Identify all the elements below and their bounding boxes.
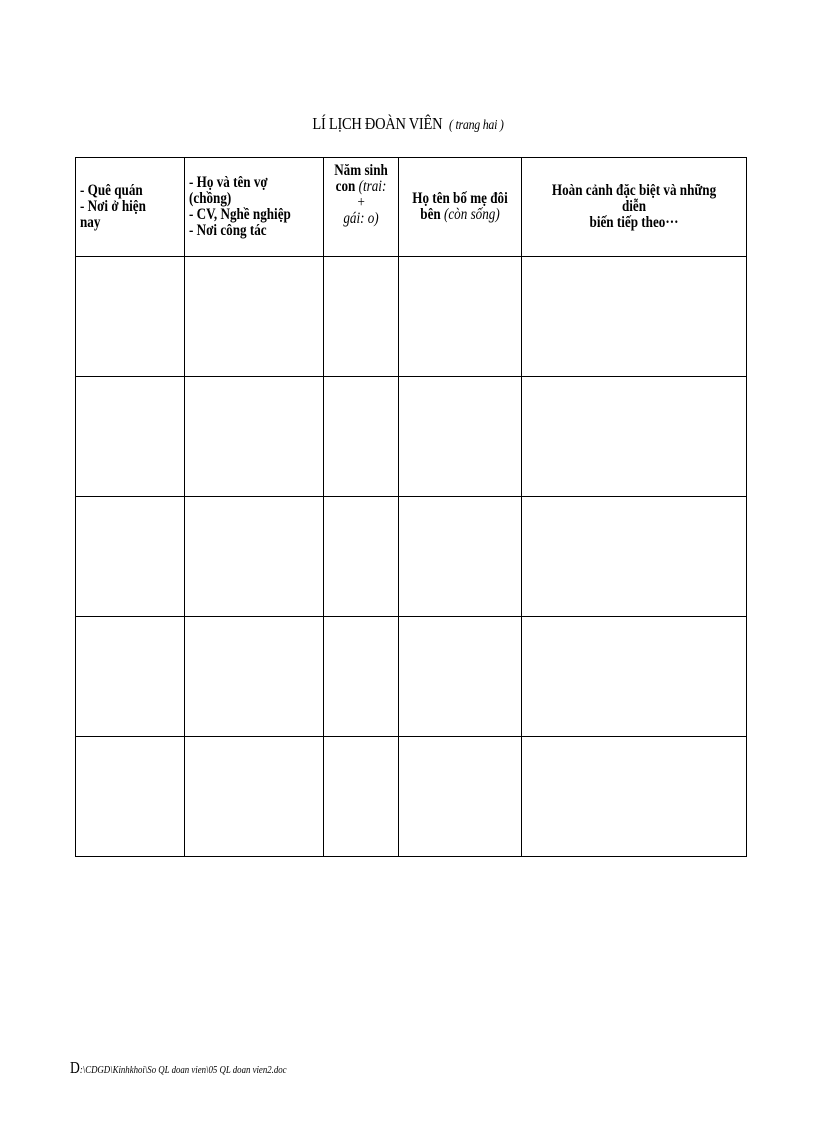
header-spouse-name: - Họ và tên vợ (chồng) — [189, 174, 268, 207]
header-circumstances-line2: biến tiếp theo··· — [589, 214, 679, 231]
header-spouse-workplace: - Nơi công tác — [189, 222, 267, 239]
cell-spouse[interactable] — [185, 617, 324, 737]
cell-hometown[interactable] — [76, 617, 185, 737]
cell-hometown[interactable] — [76, 497, 185, 617]
header-parents-side: bên — [420, 206, 444, 223]
cell-spouse[interactable] — [185, 377, 324, 497]
cell-parents[interactable] — [399, 377, 522, 497]
header-circumstances-line1: Hoàn cảnh đặc biệt và những diễn — [551, 182, 717, 215]
header-daughter-symbol: gái: o) — [343, 210, 379, 227]
header-hometown: - Quê quán — [80, 182, 143, 199]
table-row — [76, 617, 747, 737]
cell-spouse[interactable] — [185, 737, 324, 857]
table-row — [76, 377, 747, 497]
header-hometown-residence — [76, 158, 185, 257]
cell-children[interactable] — [324, 617, 399, 737]
cell-hometown[interactable] — [76, 377, 185, 497]
cell-circumstances[interactable] — [522, 497, 747, 617]
header-parents — [399, 158, 522, 257]
table-header-row — [76, 158, 747, 257]
table-row — [76, 737, 747, 857]
header-birth-year: Năm sinh — [334, 162, 388, 179]
cell-hometown[interactable] — [76, 257, 185, 377]
header-son-symbol: (trai: + — [356, 178, 387, 211]
header-special-circumstances — [522, 158, 747, 257]
footer-drive-letter: D — [70, 1058, 80, 1077]
cell-parents[interactable] — [399, 497, 522, 617]
header-residence: - Nơi ở hiện nay — [80, 198, 146, 231]
header-children-birth-year — [324, 158, 399, 257]
cell-circumstances[interactable] — [522, 737, 747, 857]
header-children: con — [335, 178, 359, 195]
page-title — [61, 114, 755, 134]
table-row — [76, 257, 747, 377]
member-record-table — [75, 157, 747, 857]
cell-parents[interactable] — [399, 617, 522, 737]
cell-hometown[interactable] — [76, 737, 185, 857]
cell-children[interactable] — [324, 257, 399, 377]
header-parents-living: (còn sống) — [443, 206, 500, 223]
header-spouse — [185, 158, 324, 257]
cell-circumstances[interactable] — [522, 257, 747, 377]
cell-parents[interactable] — [399, 737, 522, 857]
cell-children[interactable] — [324, 497, 399, 617]
cell-children[interactable] — [324, 377, 399, 497]
cell-circumstances[interactable] — [522, 617, 747, 737]
header-spouse-occupation: - CV, Nghề nghiệp — [189, 206, 291, 223]
cell-circumstances[interactable] — [522, 377, 747, 497]
file-path-footer — [70, 1058, 287, 1078]
table-row — [76, 497, 747, 617]
title-main: LÍ LỊCH ĐOÀN VIÊN — [312, 114, 443, 133]
cell-spouse[interactable] — [185, 497, 324, 617]
header-parents-name: Họ tên bố mẹ đôi — [412, 190, 508, 207]
title-subtitle: ( trang hai ) — [449, 118, 504, 133]
footer-file-path: :\CDGD\Kinhkhoi\So QL doan vien\05 QL doan vien2.doc — [79, 1064, 287, 1076]
cell-parents[interactable] — [399, 257, 522, 377]
cell-children[interactable] — [324, 737, 399, 857]
cell-spouse[interactable] — [185, 257, 324, 377]
